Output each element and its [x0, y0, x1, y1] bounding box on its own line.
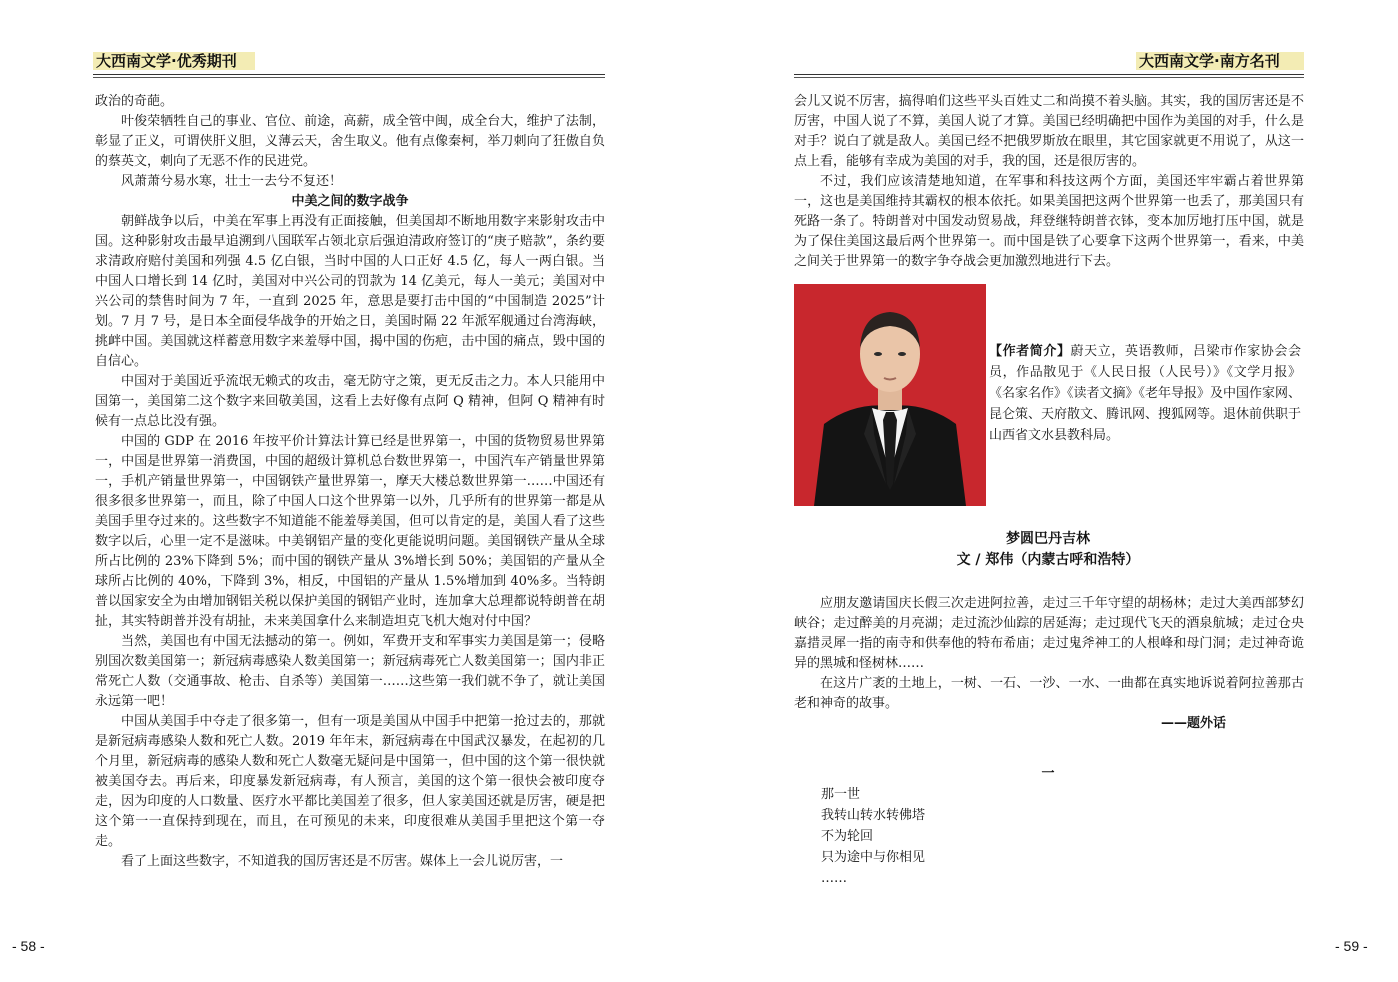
header-rule-thin — [794, 77, 1304, 78]
poem-section-number: 一 — [1041, 766, 1055, 781]
paragraph: 中国从美国手中夺走了很多第一，但有一项是美国从中国手中把第一抢过去的，那就是新冠病毒感染人数和死亡人数。2019 年年末，新冠病毒在中国武汉暴发，在起初的几个月里，新冠病毒的感染人数和死亡人数毫无疑问是中国第一，但中国的这个第一很快就被美国夺去。再后来，印度暴发新冠病毒，有人预言，美国的这个第一很快会被印度夺走，因为印度的人口数量、医疗水平都比美国差了很多，但人家美国还就是厉害，硬是把这个第一一直保持到现在，而且，在可预见的未来，印度很难从美国手里把这个第一夺走。 — [95, 714, 605, 849]
left-header: 大西南文学·优秀期刊 — [96, 52, 237, 70]
paragraph: 风萧萧兮易水寒，壮士一去兮不复还！ — [121, 174, 343, 189]
header-rule — [794, 74, 1304, 75]
right-article-column — [794, 92, 1304, 272]
poem-author: 文 / 郑伟（内蒙古呼和浩特） — [956, 552, 1140, 568]
paragraph: 会儿又说不厉害，搞得咱们这些平头百姓丈二和尚摸不着头脑。其实，我的国厉害还是不厉害，中国人说了不算，美国人说了才算。美国已经明确把中国作为美国的对手，什么是对手？说白了就是敌人。美国已经不把俄罗斯放在眼里，其它国家就更不用说了，从这一点上看，能够有幸成为美国的对手，我的国，还是很厉害的。 — [794, 94, 1304, 169]
poem-preface — [794, 594, 1304, 734]
paragraph: 中国的 GDP 在 2016 年按平价计算法计算已经是世界第一，中国的货物贸易世界第一，中国是世界第一消费国，中国的超级计算机总台数世界第一，中国汽车产销量世界第一，手机产销量世界第一，中国钢铁产量世界第一，摩天大楼总数世界第一……中国还有很多很多世界第一，而且，除了中国人口这个世界第一以外，几乎所有的世界第一都是从美国手里夺过来的。这些数字不知道能不能羞辱美国，但可以肯定的是，美国人看了这些数字以后，心里一定不是滋味。中美钢铝产量的变化更能说明问题。美国钢铁产量从全球所占比例的 23%下降到 5%；而中国的钢铁产量从 3%增长到 50%；美国铝的产量从全球所占比例的 40%，下降到 3%，相反，中国铝的产量从 1.5%增加到 40%多。当特朗普以国家安全为由增加钢铝关税以保护美国的钢铝产业时，连加拿大总理都说特朗普在胡扯，其实特朗普并没有胡扯，未来美国拿什么来制造坦克飞机大炮对付中国？ — [95, 434, 605, 629]
paragraph: 政治的奇葩。 — [95, 94, 174, 109]
author-bio — [989, 341, 1301, 446]
bio-label: 【作者简介】 — [989, 344, 1071, 359]
verse-line: 不为轮回 — [821, 829, 874, 844]
verse-block — [821, 784, 925, 889]
header-rule — [93, 74, 605, 75]
verse-line: 只为途中与你相见 — [821, 850, 926, 865]
right-page — [699, 0, 1398, 982]
paragraph: 在这片广袤的土地上，一树、一石、一沙、一水、一曲都在真实地诉说着阿拉善那古老和神奇的故事。 — [794, 676, 1304, 711]
author-photo — [794, 284, 986, 506]
verse-line: 我转山转水转佛塔 — [821, 808, 926, 823]
paragraph: 叶俊荣牺牲自己的事业、官位、前途，高薪，成全管中闽，成全台大，维护了法制，彰显了正义，可谓侠肝义胆，义薄云天，舍生取义。他有点像秦柯，举刀刺向了狂傲自负的蔡英文，刺向了无恶不作的民进党。 — [95, 114, 605, 169]
paragraph: 当然，美国也有中国无法撼动的第一。例如，军费开支和军事实力美国是第一；侵略别国次数美国第一；新冠病毒感染人数美国第一；新冠病毒死亡人数美国第一；国内非正常死亡人数（交通事故、枪击、自杀等）美国第一……这些第一我们就不争了，就让美国永远第一吧！ — [95, 634, 605, 709]
header-rule-thin — [93, 77, 605, 78]
right-header: 大西南文学·南方名刊 — [1139, 52, 1280, 70]
paragraph: 看了上面这些数字，不知道我的国厉害还是不厉害。媒体上一会儿说厉害，一 — [121, 854, 564, 869]
bio-text: 蔚天立，英语教师，吕梁市作家协会会员，作品散见于《人民日报（人民号）》《文学月报》《名家名作》《读者文摘》《老年导报》及中国作家网、昆仑策、天府散文、腾讯网、搜狐网等。退休前供职于山西省文水县教科局。 — [989, 344, 1302, 443]
page-number: - 58 - — [12, 938, 45, 954]
paragraph: 不过，我们应该清楚地知道，在军事和科技这两个方面，美国还牢牢霸占着世界第一，这也是美国维持其霸权的根本依托。如果美国把这两个世界第一也丢了，那美国只有死路一条了。特朗普对中国发动贸易战，拜登继特朗普衣钵，变本加厉地打压中国，就是为了保住美国这最后两个世界第一。而中国是铁了心要拿下这两个世界第一，看来，中美之间关于世界第一的数字争夺战会更加激烈地进行下去。 — [794, 174, 1304, 269]
verse-line: …… — [821, 871, 847, 886]
paragraph: 中国对于美国近乎流氓无赖式的攻击，毫无防守之策，更无反击之力。本人只能用中国第一，美国第二这个数字来回敬美国，这看上去好像有点阿 Q 精神，但阿 Q 精神有时候有一点总比没有强。 — [95, 374, 605, 429]
left-article-column — [95, 92, 605, 872]
page-number: - 59 - — [1335, 938, 1368, 954]
section-title: 中美之间的数字战争 — [291, 194, 409, 209]
paragraph: 应朋友邀请国庆长假三次走进阿拉善，走过三千年守望的胡杨林；走过大美西部梦幻峡谷；走过醉美的月亮湖；走过流沙仙踪的居延海；走过现代飞天的酒泉航城；走过仓央嘉措灵犀一指的南寺和供奉他的特布希庙；走过鬼斧神工的人根峰和母门洞；走过神奇诡异的黑城和怪树林…… — [794, 596, 1304, 671]
preface-signature: ——题外话 — [1160, 716, 1226, 731]
paragraph: 朝鲜战争以后，中美在军事上再没有正面接触，但美国却不断地用数字来影射攻击中国。这种影射攻击最早追溯到八国联军占领北京后强迫清政府签订的“庚子赔款”，条约要求清政府赔付美国和列强 4.5 亿白银，当时中国的人口正好 4.5 亿，每人一两白银。当中国人口增长到 14 亿时，美国对中兴公司的罚款为 14 亿美元，每人一美元；美国对中兴公司的禁售时间为 7 年，一直到 2025 年，意思是要打击中国的“中国制造 2025”计划。7 月 7 号，是日本全面侵华战争的开始之日，美国时隔 22 年派军舰通过台湾海峡，挑衅中国。美国就这样蓄意用数字来羞辱中国，揭中国的伤疤，击中国的痛点，毁中国的自信心。 — [95, 214, 605, 369]
poem-title: 梦圆巴丹吉林 — [1006, 531, 1090, 547]
author-portrait-illustration — [794, 284, 986, 506]
verse-line: 那一世 — [821, 787, 861, 802]
